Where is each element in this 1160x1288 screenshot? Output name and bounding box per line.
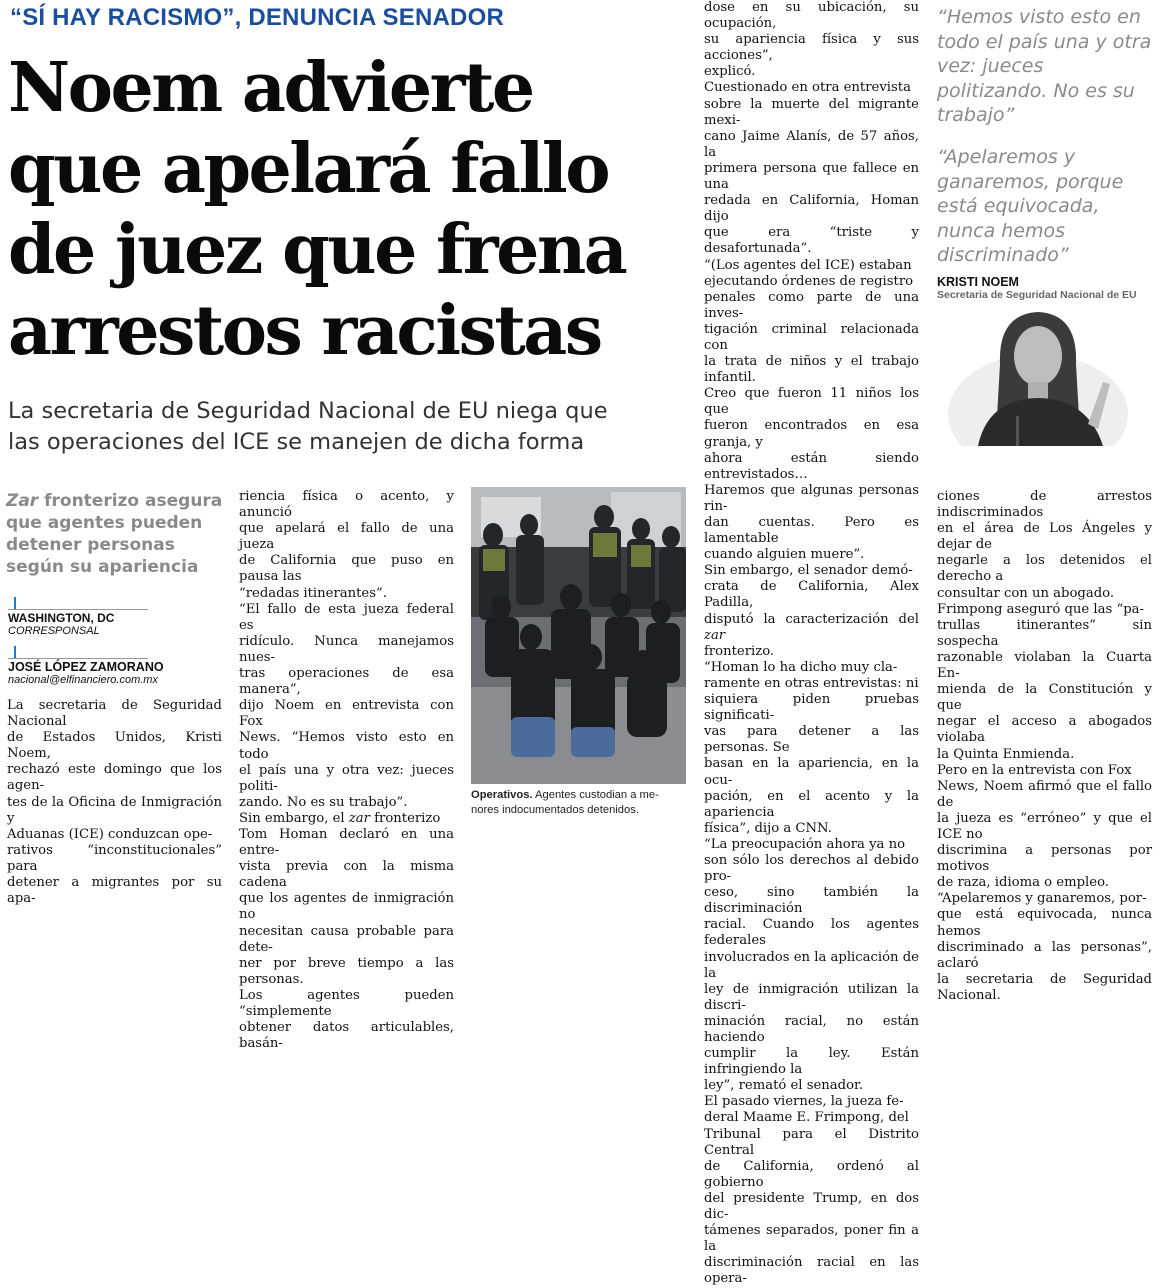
headline-line: arrestos racistas — [8, 291, 601, 371]
quote-attribution-name: KRISTI NOEM — [937, 275, 1019, 289]
divider — [8, 658, 148, 659]
pull-quote: “Hemos visto esto en todo el país una y otra vez: jueces politizando. No es su trabajo” — [937, 6, 1152, 126]
accent-bar — [14, 597, 16, 609]
author-name: JOSÉ LÓPEZ ZAMORANO — [8, 660, 164, 674]
body-emphasis: zar — [704, 627, 726, 643]
deck — [6, 490, 231, 578]
kicker: “SÍ HAY RACISMO”, DENUNCIA SENADOR — [10, 4, 504, 31]
subhead — [8, 396, 658, 458]
portrait-illustration — [938, 304, 1153, 446]
headline-line: que apelará fallo — [8, 129, 609, 209]
caption-text: Agentes custodian a me- nores indocumentados detenidos. — [471, 789, 659, 816]
photo-caption — [471, 788, 689, 818]
body-text: fronterizo. “Homan lo ha dicho muy cla- ramente en otras entrevistas: ni siquiera piden pruebas significati- vas para detener a las personas. Se basan en la apariencia, en la ocu- pación, en el acento y la apariencia física”, dijo a CNN. “La preocupación ahora ya no son sólo los derechos al debido pro- ceso, sino también la discriminación racial. Cuando los agentes federales involucrados en la aplicación de la ley de inmigración utilizan la discri- minación racial, no están haciendo cumplir la ley. Están infringiendo la ley”, remató el senador. El pasado viernes, la jueza fe- deral Maame E. Frimpong, del Tribunal para el Distrito Central de California, ordenó al gobierno del presidente Trump, en dos dic- támenes separados, poner fin a la discriminación racial en las opera- — [704, 643, 919, 1287]
body-column-3 — [704, 0, 919, 1288]
divider — [8, 609, 148, 610]
body-text: dose en su ubicación, su ocupación, su apariencia física y sus acciones”, explicó. Cuestionado en otra entrevista sobre la muerte del migrante mexi- cano Jaime Alanís, de 57 años, la primera persona que fallece en una redada en California, Homan dijo que era “triste y desafortunada”. “(Los agentes del ICE) estaban ejecutando órdenes de registro penales como parte de una inves- tigación criminal relacionada con la trata de niños y el trabajo infantil. Creo que fueron 11 niños los que fueron encontrados en esa granja, y ahora están siendo entrevistados… Haremos que algunas personas rin- dan cuentas. Pero es lamentable cuando alguien muere”. Sin embargo, el senador demó- crata de California, Alex Padilla, disputó la caracterización del — [704, 0, 919, 627]
subhead-line: La secretaria de Seguridad Nacional de EU niega que — [8, 398, 608, 424]
photo-illustration — [471, 487, 686, 784]
dateline-city: WASHINGTON, DC — [8, 611, 115, 625]
accent-bar — [14, 646, 16, 658]
body-emphasis: zar — [348, 810, 370, 826]
body-column-2 — [239, 489, 454, 1052]
author-block — [8, 646, 168, 686]
body-column-4: ciones de arrestos indiscriminados en el área de Los Ángeles y dejar de negarle a los detenidos el derecho a consultar con un abogado. Frimpong aseguró que las “pa- trullas itinerantes” sin sospecha razonable violaban la Cuarta En- mienda de la Constitución y que negar el acceso a abogados violaba la Quinta Enmienda. Pero en la entrevista con Fox News, Noem afirmó que el fallo de la jueza es “erróneo” y que el ICE no discrimina a personas por motivos de raza, idioma o empleo. “Apelaremos y ganaremos, por- que está equivocada, nunca hemos discriminado a las personas”, aclaró la secretaria de Seguridad Nacional. — [937, 489, 1152, 1003]
body-column-1: La secretaria de Seguridad Nacional de Estados Unidos, Kristi Noem, rechazó este domingo que los agen- tes de la Oficina de Inmigración y Aduanas (ICE) conduzcan ope- rativos “inconstitucionales” para detener a migrantes por su apa- — [7, 698, 222, 907]
body-text: fronterizo Tom Homan declaró en una entre- vista previa con la misma cadena que los agentes de inmigración no necesitan causa probable para dete- ner por breve tiempo a las personas. Los agentes pueden “simplemente obtener datos articulables, basán- — [239, 810, 454, 1052]
dateline-role: CORRESPONSAL — [8, 625, 100, 637]
pull-quote: “Apelaremos y ganaremos, porque está equivocada, nunca hemos discriminado” — [937, 146, 1124, 266]
subhead-line: las operaciones del ICE se manejen de dicha forma — [8, 429, 585, 455]
news-photo — [471, 487, 686, 784]
headline — [8, 48, 698, 372]
deck-text: fronterizo asegura que agentes pueden detener personas según su apariencia — [6, 491, 223, 577]
author-email: nacional@elfinanciero.com.mx — [8, 674, 158, 686]
headline-line: de juez que frena — [8, 210, 626, 290]
quote-attribution-role: Secretaria de Seguridad Nacional de EU — [937, 289, 1137, 301]
headline-line: Noem advierte — [8, 48, 533, 128]
dateline — [8, 597, 148, 637]
deck-emphasis: Zar — [6, 491, 39, 511]
caption-label: Operativos. — [471, 789, 533, 801]
portrait-photo — [938, 304, 1153, 446]
body-text: riencia física o acento, y anunció que apelará el fallo de una jueza de California que puso en pausa las “redadas itinerantes”. “El fallo de esta jueza federal es ridículo. Nunca manejamos nues- tras operaciones de esa manera”, dijo Noem en entrevista con Fox News. “Hemos visto esto en todo el país una y otra vez: jueces politi- zando. No es su trabajo”. Sin embargo, el — [239, 489, 454, 826]
